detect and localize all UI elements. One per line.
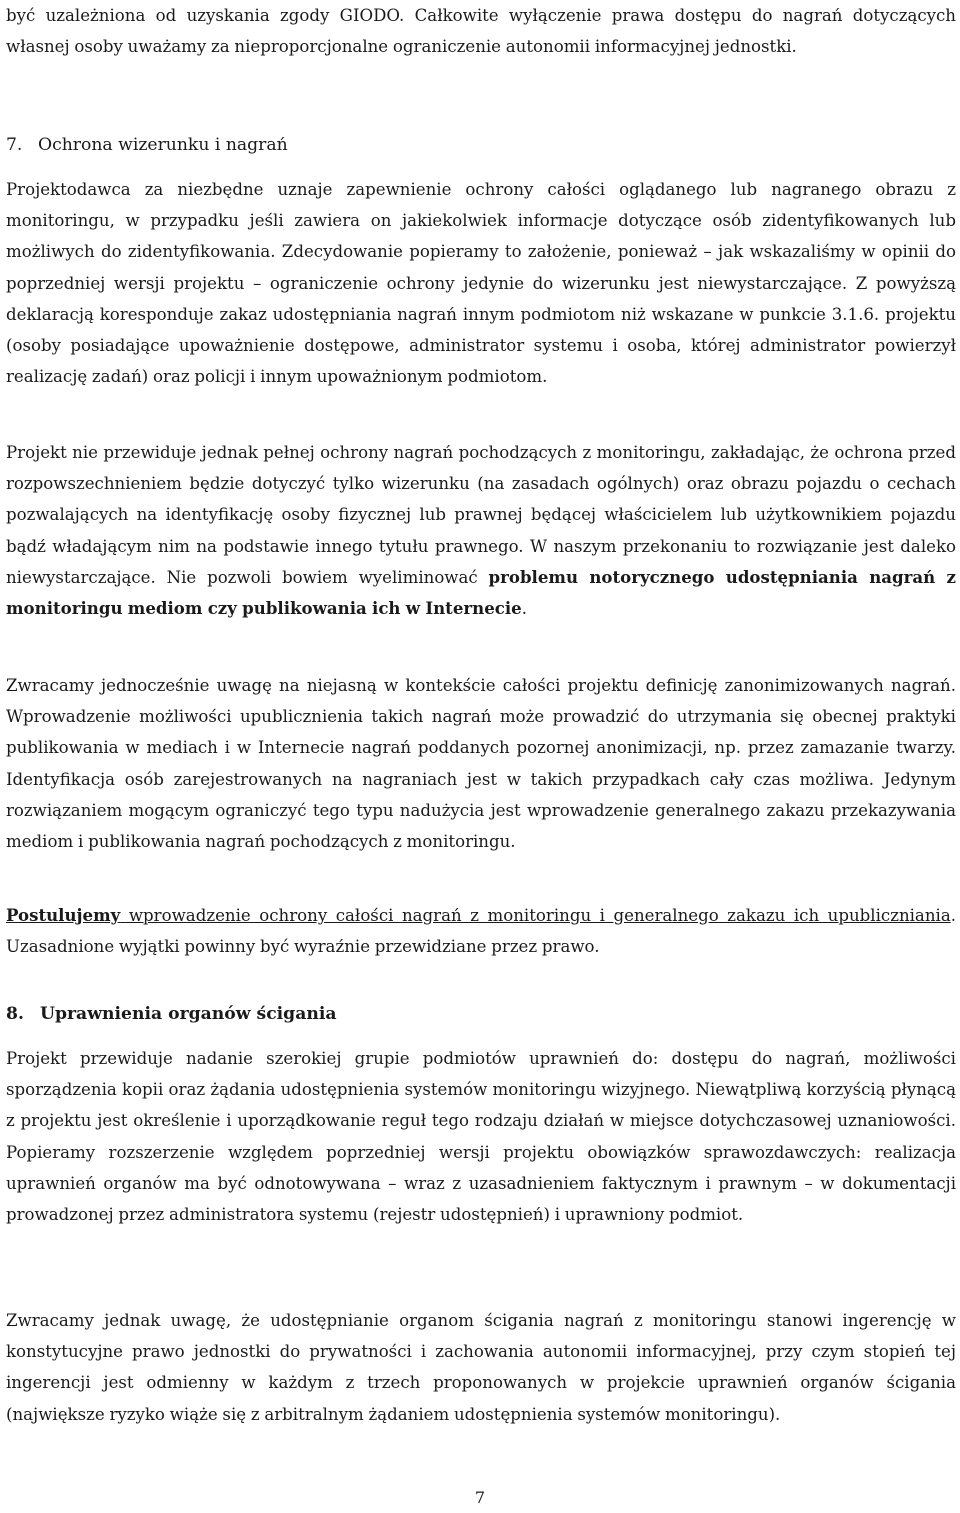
paragraph-text: Projekt nie przewiduje jednak pełnej ochrony nagrań pochodzących z monitoringu, zakładając, że ochrona przed rozpowszechnieniem będzie dotyczyć tylko wizerunku (na zasadach ogólnych) oraz obrazu pojazdu o cechach pozwalających na identyfikację osoby fizycznej lub prawnej będącej właścicielem lub użytkownikiem pojazdu bądź władającym nim na podstawie innego tytułu prawnego. W naszym przekonaniu to rozwiązanie jest daleko niewystarczające. Nie pozwoli bowiem wyeliminować	[6, 443, 956, 587]
paragraph-end: .	[521, 599, 527, 619]
section-8-heading	[6, 999, 337, 1030]
section-7-title: Ochrona wizerunku i nagrań	[38, 135, 288, 155]
section-7-paragraph-2	[6, 437, 956, 624]
postulate-end: . Uzasadnione wyjątki powinny być wyraźnie przewidziane przez prawo.	[6, 906, 956, 957]
postulate-keyword: Postulujemy	[6, 905, 121, 925]
section-8-paragraph-1: Projekt przewiduje nadanie szerokiej grupie podmiotów uprawnień do: dostępu do nagrań, możliwości sporządzenia kopii oraz żądania udostępnienia systemów monitoringu wizyjnego. Niewątpliwą korzyścią płynącą z projektu jest określenie i uporządkowanie reguł tego rodzaju działań w miejsce dotychczasowej uznaniowości. Popieramy rozszerzenie względem poprzedniej wersji projektu obowiązków sprawozdawczych: realizacja uprawnień organów ma być odnotowywana – wraz z uzasadnieniem faktycznym i prawnym – w dokumentacji prowadzonej przez administratora systemu (rejestr udostępnień) i uprawniony podmiot.	[6, 1049, 956, 1225]
section-7-paragraph-3: Zwracamy jednocześnie uwagę na niejasną w kontekście całości projektu definicję zanonimizowanych nagrań. Wprowadzenie możliwości upublicznienia takich nagrań może prowadzić do utrzymania się obecnej praktyki publikowania w mediach i w Internecie nagrań poddanych pozornej anonimizacji, np. przez zamazanie twarzy. Identyfikacja osób zarejestrowanych na nagraniach jest w takich przypadkach cały czas możliwa. Jedynym rozwiązaniem mogącym ograniczyć tego typu nadużycia jest wprowadzenie generalnego zakazu przekazywania mediom i publikowania nagrań pochodzących z monitoringu.	[6, 676, 956, 852]
postulate-text: wprowadzenie ochrony całości nagrań z monitoringu i generalnego zakazu ich upubliczniania	[120, 906, 951, 925]
intro-paragraph: być uzależniona od uzyskania zgody GIODO. Całkowite wyłączenie prawa dostępu do nagrań dotyczących własnej osoby uważamy za nieproporcjonalne ograniczenie autonomii informacyjnej jednostki.	[6, 6, 956, 57]
section-7-postulate	[6, 900, 956, 962]
section-7-number: 7.	[6, 135, 23, 155]
section-7-heading	[6, 130, 288, 161]
bold-emphasis: problemu notorycznego udostępniania nagrań z monitoringu mediom czy publikowania ich w Internecie	[6, 566, 956, 619]
section-8-title: Uprawnienia organów ścigania	[40, 1004, 337, 1024]
section-8-paragraph-2: Zwracamy jednak uwagę, że udostępnianie organom ścigania nagrań z monitoringu stanowi ingerencję w konstytucyjne prawo jednostki do prywatności i zachowania autonomii informacyjnej, przy czym stopień tej ingerencji jest odmienny w każdym z trzech proponowanych w projekcie uprawnień organów ścigania (największe ryzyko wiąże się z arbitralnym żądaniem udostępnienia systemów monitoringu).	[6, 1311, 956, 1424]
page-number: 7	[474, 1488, 486, 1507]
section-8-number: 8.	[6, 1004, 24, 1024]
section-7-paragraph-1: Projektodawca za niezbędne uznaje zapewnienie ochrony całości oglądanego lub nagranego obrazu z monitoringu, w przypadku jeśli zawiera on jakiekolwiek informacje dotyczące osób zidentyfikowanych lub możliwych do zidentyfikowania. Zdecydowanie popieramy to założenie, ponieważ – jak wskazaliśmy w opinii do poprzedniej wersji projektu – ograniczenie ochrony jedynie do wizerunku jest niewystarczające. Z powyższą deklaracją koresponduje zakaz udostępniania nagrań innym podmiotom niż wskazane w punkcie 3.1.6. projektu (osoby posiadające upoważnienie dostępowe, administrator systemu i osoba, której administrator powierzył realizację zadań) oraz policji i innym upoważnionym podmiotom.	[6, 180, 956, 387]
